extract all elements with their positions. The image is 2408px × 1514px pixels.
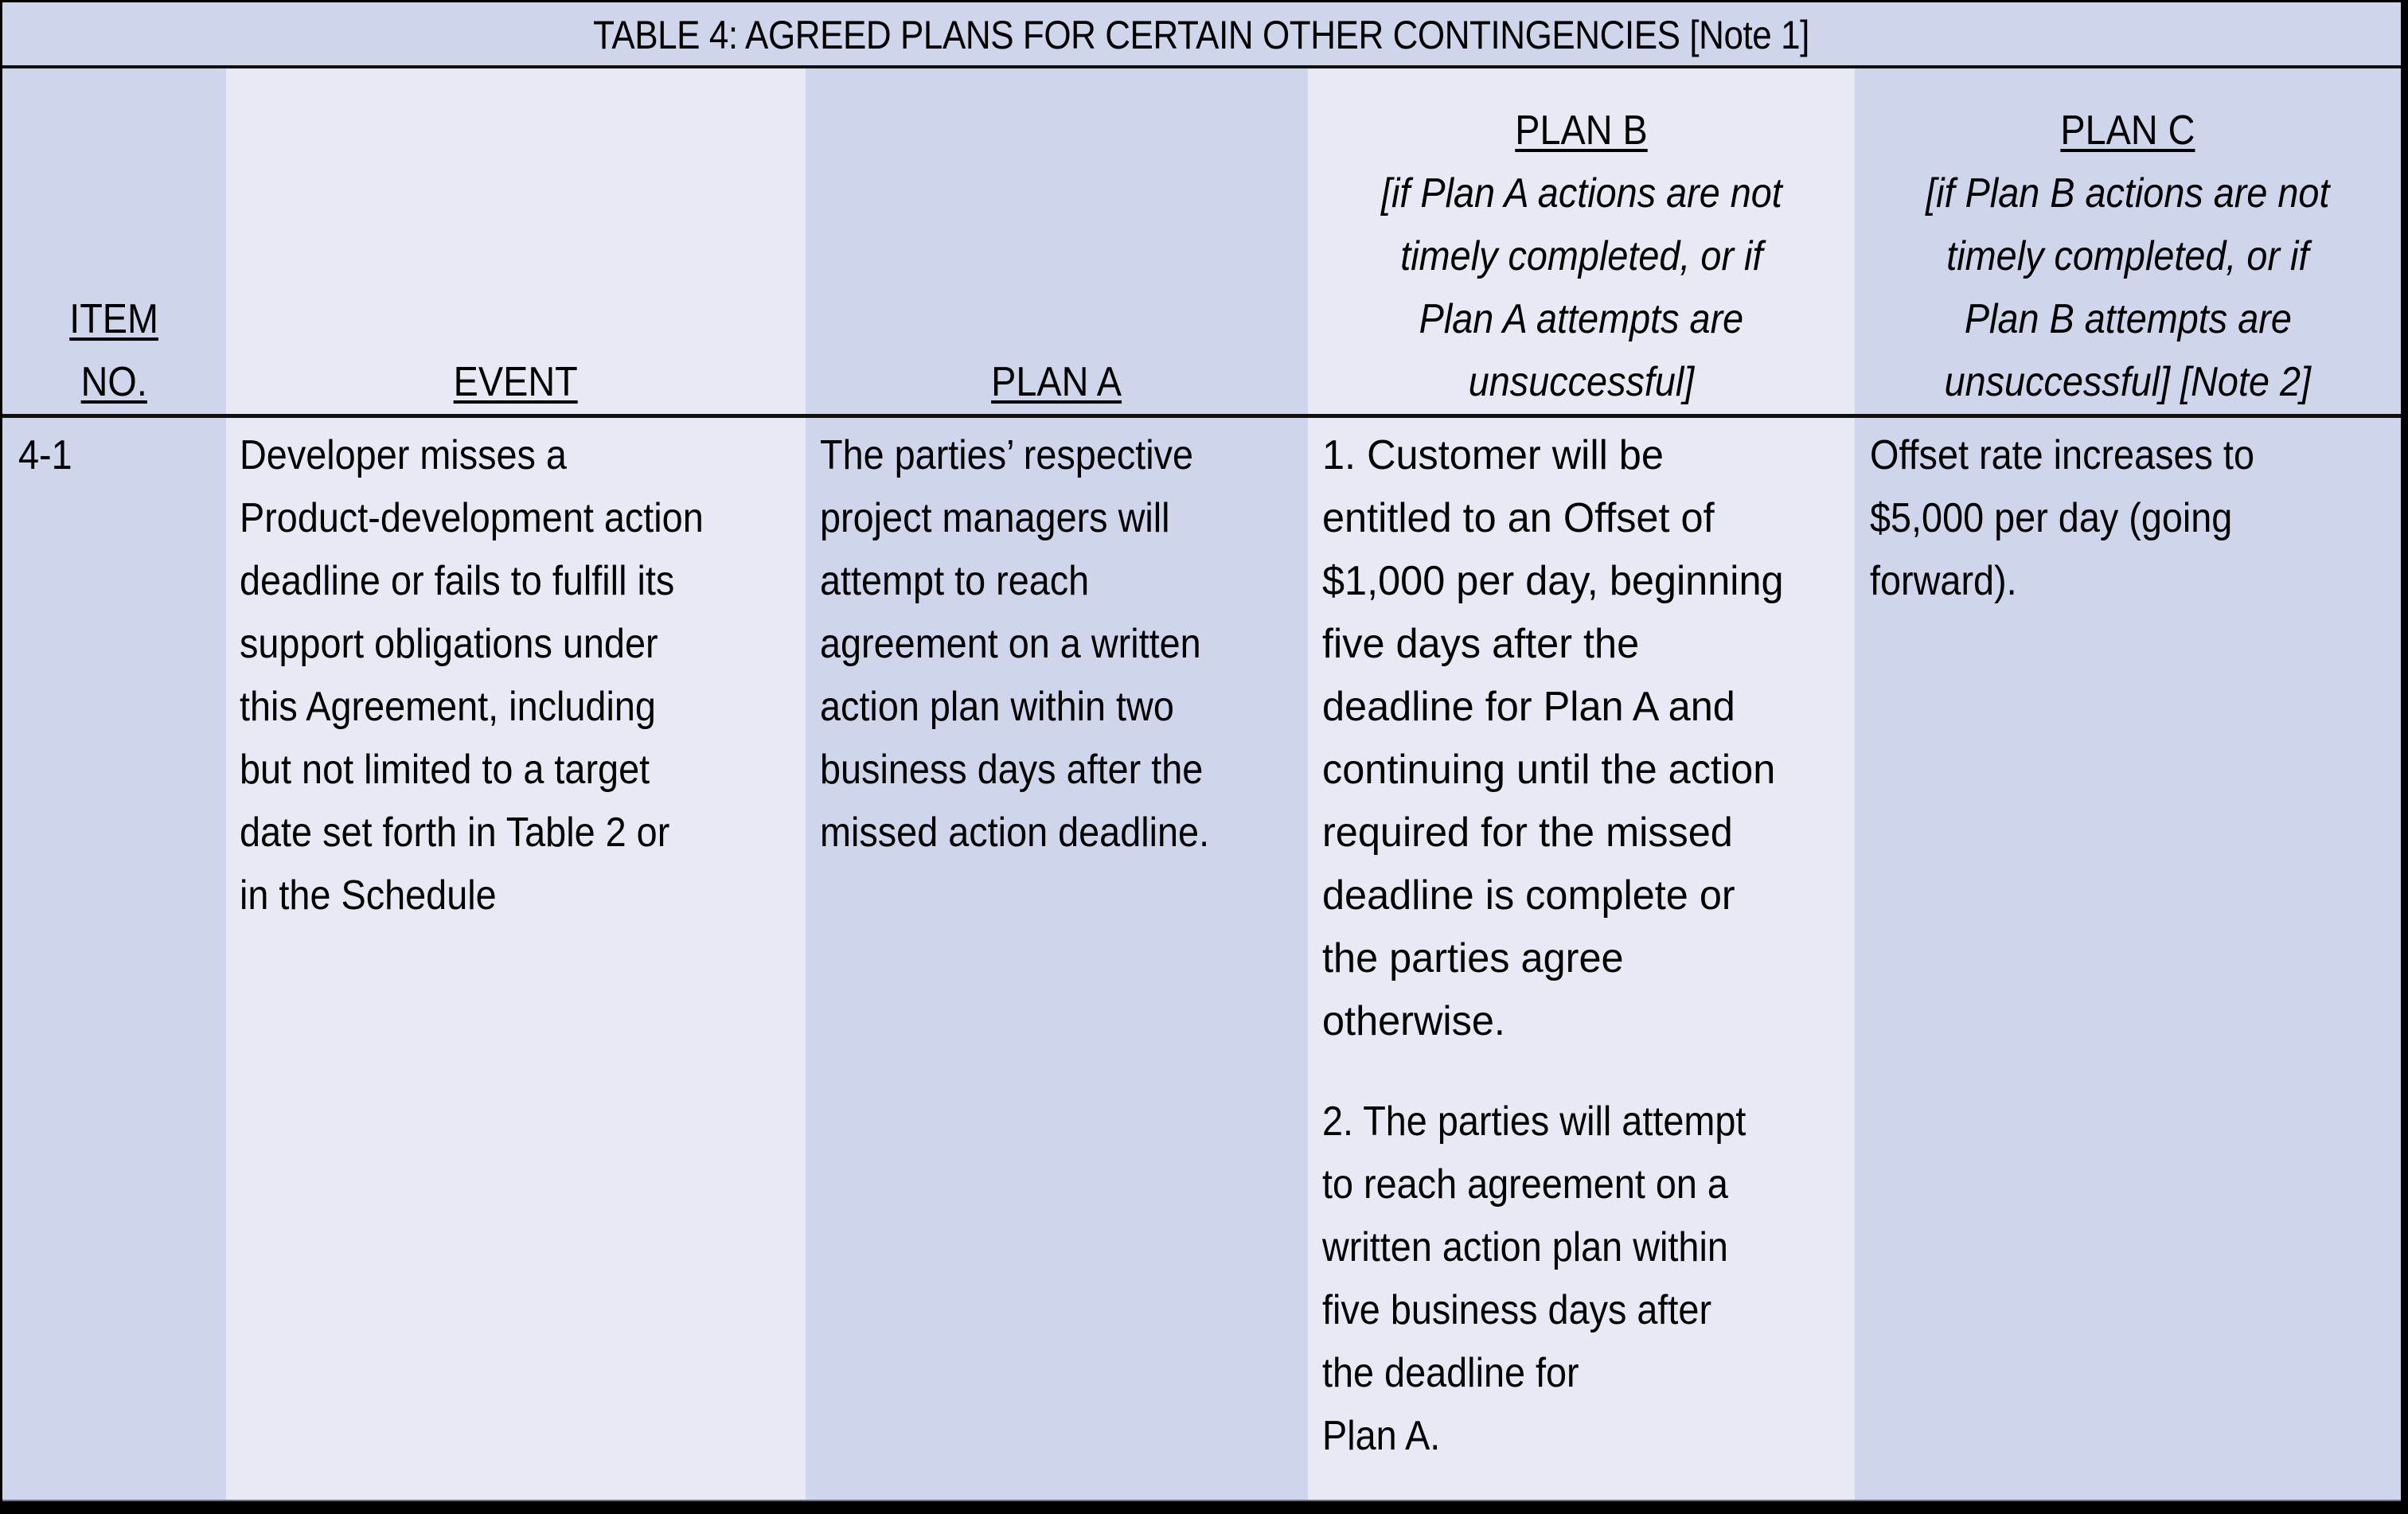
plan-b-item-1-line: deadline is complete or bbox=[1322, 872, 1735, 919]
header-plan-b-condition-line: [if Plan A actions are not bbox=[1380, 170, 1782, 217]
header-item-no-line-1: ITEM bbox=[69, 296, 159, 342]
event-text-line: but not limited to a target bbox=[240, 747, 650, 793]
plan-b-item-2-line: five business days after bbox=[1322, 1287, 1712, 1333]
event-text-line: Product-development action bbox=[240, 495, 704, 541]
plan-b-item-1-line: required for the missed bbox=[1322, 810, 1733, 856]
cell-plan-a bbox=[820, 424, 1252, 864]
plan-b-item-2-line: to reach agreement on a bbox=[1322, 1161, 1728, 1208]
header-divider bbox=[2, 414, 2401, 418]
event-text-line: Developer misses a bbox=[240, 432, 567, 478]
plan-b-item-1-line: deadline for Plan A and bbox=[1322, 684, 1735, 730]
plan-a-text-line: project managers will bbox=[820, 495, 1170, 541]
cell-plan-b bbox=[1322, 424, 1798, 1468]
plan-b-item-1-line: continuing until the action bbox=[1322, 747, 1776, 793]
event-text-line: support obligations under bbox=[240, 621, 658, 667]
table-bottom-edge bbox=[2, 1500, 2401, 1501]
header-event bbox=[226, 68, 806, 414]
plan-b-item-1-line: five days after the bbox=[1322, 621, 1640, 667]
table-title: TABLE 4: AGREED PLANS FOR CERTAIN OTHER CONTINGENCIES [Note 1] bbox=[593, 13, 1810, 57]
event-text-line: in the Schedule bbox=[240, 872, 497, 919]
plan-c-text-line: Offset rate increases to bbox=[1870, 432, 2254, 478]
plan-a-text-line: business days after the bbox=[820, 747, 1204, 793]
table-title-row bbox=[2, 2, 2401, 68]
plan-b-item-2-line: the deadline for bbox=[1322, 1350, 1579, 1396]
plan-a-text-line: missed action deadline. bbox=[820, 810, 1210, 856]
plan-a-text-line: action plan within two bbox=[820, 684, 1174, 730]
plan-b-item-2 bbox=[1322, 1091, 1798, 1468]
plan-b-item-2-line: Plan A. bbox=[1322, 1413, 1441, 1459]
header-plan-a-label: PLAN A bbox=[991, 359, 1122, 405]
event-text-line: deadline or fails to fulfill its bbox=[240, 558, 675, 604]
plan-b-item-1-line: entitled to an Offset of bbox=[1322, 495, 1715, 541]
cell-event bbox=[240, 424, 755, 927]
header-plan-a bbox=[806, 68, 1308, 414]
header-plan-c-label: PLAN C bbox=[2060, 107, 2195, 154]
plan-b-item-2-line: 2. The parties will attempt bbox=[1322, 1098, 1746, 1145]
plan-c-text-line: $5,000 per day (going bbox=[1870, 495, 2233, 541]
header-plan-b bbox=[1308, 68, 1855, 414]
plan-a-text-line: agreement on a written bbox=[820, 621, 1201, 667]
plan-b-item-2-line: written action plan within bbox=[1322, 1224, 1728, 1270]
header-plan-c-condition-line: unsuccessful] [Note 2] bbox=[1944, 359, 2312, 405]
header-event-label: EVENT bbox=[453, 359, 579, 405]
header-plan-b-condition-line: unsuccessful] bbox=[1468, 359, 1695, 405]
paragraph-gap bbox=[1322, 1053, 1798, 1091]
plan-a-text-line: The parties’ respective bbox=[820, 432, 1194, 478]
header-item-no-line-2: NO. bbox=[80, 359, 148, 405]
cell-item-no bbox=[18, 424, 78, 487]
plan-b-item-1 bbox=[1322, 424, 1798, 1053]
header-plan-b-label: PLAN B bbox=[1515, 107, 1648, 154]
event-text-line: this Agreement, including bbox=[240, 684, 656, 730]
item-number: 4-1 bbox=[18, 432, 72, 478]
cell-plan-c bbox=[1870, 424, 2297, 613]
contingency-table bbox=[2, 2, 2401, 1501]
plan-b-item-1-line: otherwise. bbox=[1322, 998, 1505, 1044]
event-text-line: date set forth in Table 2 or bbox=[240, 810, 670, 856]
plan-c-text-line: forward). bbox=[1870, 558, 2017, 604]
plan-a-text-line: attempt to reach bbox=[820, 558, 1090, 604]
plan-b-item-1-line: 1. Customer will be bbox=[1322, 432, 1664, 478]
header-plan-c-condition-line: [if Plan B actions are not bbox=[1926, 170, 2330, 217]
plan-b-item-1-line: $1,000 per day, beginning bbox=[1322, 558, 1784, 604]
header-plan-b-condition-line: Plan A attempts are bbox=[1419, 296, 1744, 342]
header-plan-c-condition-line: timely completed, or if bbox=[1946, 233, 2309, 279]
header-plan-c bbox=[1855, 68, 2401, 414]
plan-b-item-1-line: the parties agree bbox=[1322, 935, 1624, 981]
header-item-no bbox=[2, 68, 226, 414]
header-plan-c-condition-line: Plan B attempts are bbox=[1964, 296, 2292, 342]
header-plan-b-condition-line: timely completed, or if bbox=[1399, 233, 1763, 279]
